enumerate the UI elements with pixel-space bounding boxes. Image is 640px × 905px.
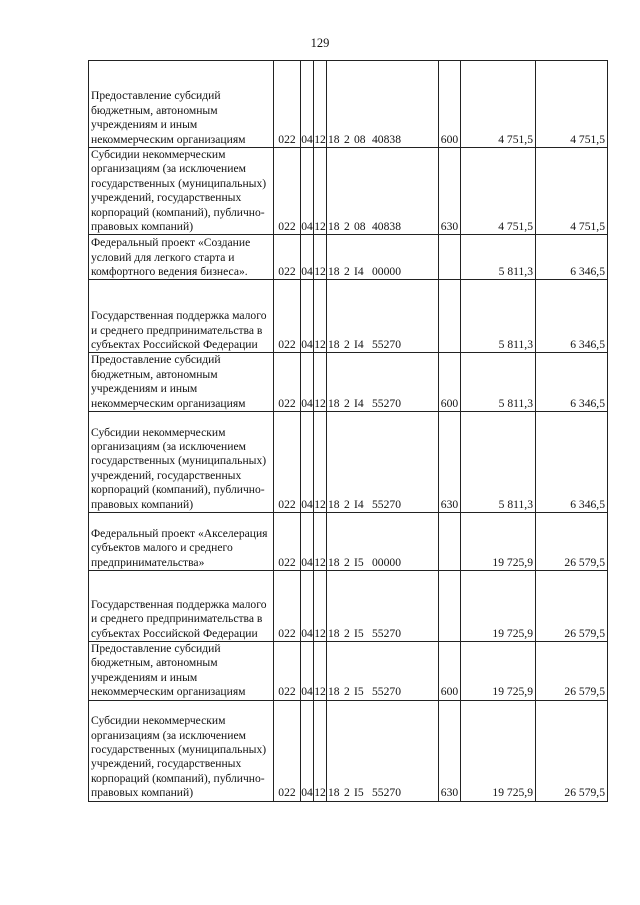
amount-year-2: 6 346,5 <box>536 353 608 412</box>
target-article-code <box>327 353 439 412</box>
subprogram-code: 2 <box>344 338 350 352</box>
admin-code: 022 <box>274 235 301 280</box>
project-code: I5 <box>354 626 364 640</box>
item-name: Субсидии некоммерческим организациям (за исключением государственных (муниципальных) учреждений, государственных корпораций (компаний), публично-правовых компаний) <box>89 148 274 235</box>
page-number: 129 <box>310 36 330 50</box>
expense-type-code: 600 <box>439 642 461 701</box>
subsection-code: 12 <box>314 235 327 280</box>
section-code: 04 <box>301 61 314 148</box>
program-code: 18 <box>328 497 340 511</box>
item-name: Государственная поддержка малого и среднего предпринимательства в субъектах Российской Федерации <box>89 280 274 353</box>
expense-type-code <box>439 513 461 571</box>
program-code: 18 <box>328 555 340 569</box>
table-row <box>89 700 608 801</box>
item-name: Предоставление субсидий бюджетным, автономным учреждениям и иным некоммерческим организациям <box>89 61 274 148</box>
direction-code: 55270 <box>372 396 401 410</box>
table-row <box>89 571 608 642</box>
expense-type-code: 600 <box>439 353 461 412</box>
direction-code: 55270 <box>372 338 401 352</box>
item-name: Субсидии некоммерческим организациям (за исключением государственных (муниципальных) учреждений, государственных корпораций (компаний), публично-правовых компаний) <box>89 412 274 513</box>
expense-type-code: 630 <box>439 412 461 513</box>
admin-code: 022 <box>274 61 301 148</box>
target-article-code <box>327 513 439 571</box>
subsection-code: 12 <box>314 412 327 513</box>
program-code: 18 <box>328 396 340 410</box>
amount-year-2: 6 346,5 <box>536 280 608 353</box>
direction-code: 00000 <box>372 555 401 569</box>
subsection-code: 12 <box>314 571 327 642</box>
amount-year-2: 4 751,5 <box>536 61 608 148</box>
section-code: 04 <box>301 571 314 642</box>
direction-code: 55270 <box>372 685 401 699</box>
subsection-code: 12 <box>314 280 327 353</box>
subprogram-code: 2 <box>344 132 350 146</box>
project-code: 08 <box>354 220 366 234</box>
admin-code: 022 <box>274 280 301 353</box>
project-code: I4 <box>354 265 364 279</box>
budget-table <box>88 60 608 802</box>
amount-year-1: 5 811,3 <box>461 235 536 280</box>
amount-year-2: 26 579,5 <box>536 700 608 801</box>
amount-year-2: 26 579,5 <box>536 571 608 642</box>
section-code: 04 <box>301 280 314 353</box>
section-code: 04 <box>301 700 314 801</box>
target-article-code <box>327 642 439 701</box>
table-row <box>89 280 608 353</box>
program-code: 18 <box>328 132 340 146</box>
subprogram-code: 2 <box>344 497 350 511</box>
amount-year-1: 19 725,9 <box>461 513 536 571</box>
subsection-code: 12 <box>314 513 327 571</box>
program-code: 18 <box>328 786 340 800</box>
table-row <box>89 513 608 571</box>
target-article-code <box>327 280 439 353</box>
expense-type-code: 600 <box>439 61 461 148</box>
amount-year-1: 19 725,9 <box>461 642 536 701</box>
program-code: 18 <box>328 220 340 234</box>
item-name: Предоставление субсидий бюджетным, автономным учреждениям и иным некоммерческим организациям <box>89 353 274 412</box>
direction-code: 40838 <box>372 220 401 234</box>
target-article-code <box>327 412 439 513</box>
table-row <box>89 353 608 412</box>
amount-year-2: 26 579,5 <box>536 642 608 701</box>
subprogram-code: 2 <box>344 220 350 234</box>
project-code: I4 <box>354 338 364 352</box>
admin-code: 022 <box>274 148 301 235</box>
direction-code: 40838 <box>372 132 401 146</box>
subprogram-code: 2 <box>344 396 350 410</box>
section-code: 04 <box>301 148 314 235</box>
target-article-code <box>327 235 439 280</box>
item-name: Федеральный проект «Акселерация субъектов малого и среднего предпринимательства» <box>89 513 274 571</box>
target-article-code <box>327 700 439 801</box>
subsection-code: 12 <box>314 61 327 148</box>
project-code: I4 <box>354 396 364 410</box>
expense-type-code <box>439 235 461 280</box>
program-code: 18 <box>328 626 340 640</box>
subprogram-code: 2 <box>344 786 350 800</box>
direction-code: 55270 <box>372 497 401 511</box>
expense-type-code: 630 <box>439 148 461 235</box>
admin-code: 022 <box>274 642 301 701</box>
amount-year-1: 4 751,5 <box>461 148 536 235</box>
admin-code: 022 <box>274 571 301 642</box>
item-name: Государственная поддержка малого и среднего предпринимательства в субъектах Российской Федерации <box>89 571 274 642</box>
admin-code: 022 <box>274 513 301 571</box>
amount-year-1: 5 811,3 <box>461 412 536 513</box>
subsection-code: 12 <box>314 148 327 235</box>
subsection-code: 12 <box>314 642 327 701</box>
project-code: 08 <box>354 132 366 146</box>
item-name: Предоставление субсидий бюджетным, автономным учреждениям и иным некоммерческим организациям <box>89 642 274 701</box>
amount-year-1: 5 811,3 <box>461 353 536 412</box>
section-code: 04 <box>301 412 314 513</box>
expense-type-code <box>439 571 461 642</box>
amount-year-1: 19 725,9 <box>461 571 536 642</box>
expense-type-code: 630 <box>439 700 461 801</box>
amount-year-2: 4 751,5 <box>536 148 608 235</box>
admin-code: 022 <box>274 700 301 801</box>
subprogram-code: 2 <box>344 685 350 699</box>
target-article-code <box>327 148 439 235</box>
amount-year-1: 19 725,9 <box>461 700 536 801</box>
section-code: 04 <box>301 353 314 412</box>
table-row <box>89 642 608 701</box>
direction-code: 55270 <box>372 786 401 800</box>
project-code: I5 <box>354 786 364 800</box>
admin-code: 022 <box>274 412 301 513</box>
project-code: I5 <box>354 555 364 569</box>
amount-year-1: 4 751,5 <box>461 61 536 148</box>
subsection-code: 12 <box>314 700 327 801</box>
subprogram-code: 2 <box>344 555 350 569</box>
target-article-code <box>327 61 439 148</box>
section-code: 04 <box>301 235 314 280</box>
target-article-code <box>327 571 439 642</box>
table-row <box>89 235 608 280</box>
section-code: 04 <box>301 642 314 701</box>
amount-year-2: 6 346,5 <box>536 235 608 280</box>
subprogram-code: 2 <box>344 626 350 640</box>
direction-code: 00000 <box>372 265 401 279</box>
amount-year-2: 26 579,5 <box>536 513 608 571</box>
amount-year-1: 5 811,3 <box>461 280 536 353</box>
program-code: 18 <box>328 685 340 699</box>
admin-code: 022 <box>274 353 301 412</box>
program-code: 18 <box>328 265 340 279</box>
item-name: Субсидии некоммерческим организациям (за исключением государственных (муниципальных) учреждений, государственных корпораций (компаний), публично-правовых компаний) <box>89 700 274 801</box>
project-code: I5 <box>354 685 364 699</box>
subprogram-code: 2 <box>344 265 350 279</box>
item-name: Федеральный проект «Создание условий для легкого старта и комфортного ведения бизнеса». <box>89 235 274 280</box>
table-row <box>89 148 608 235</box>
section-code: 04 <box>301 513 314 571</box>
subsection-code: 12 <box>314 353 327 412</box>
amount-year-2: 6 346,5 <box>536 412 608 513</box>
table-row <box>89 61 608 148</box>
expense-type-code <box>439 280 461 353</box>
direction-code: 55270 <box>372 626 401 640</box>
project-code: I4 <box>354 497 364 511</box>
program-code: 18 <box>328 338 340 352</box>
table-row <box>89 412 608 513</box>
